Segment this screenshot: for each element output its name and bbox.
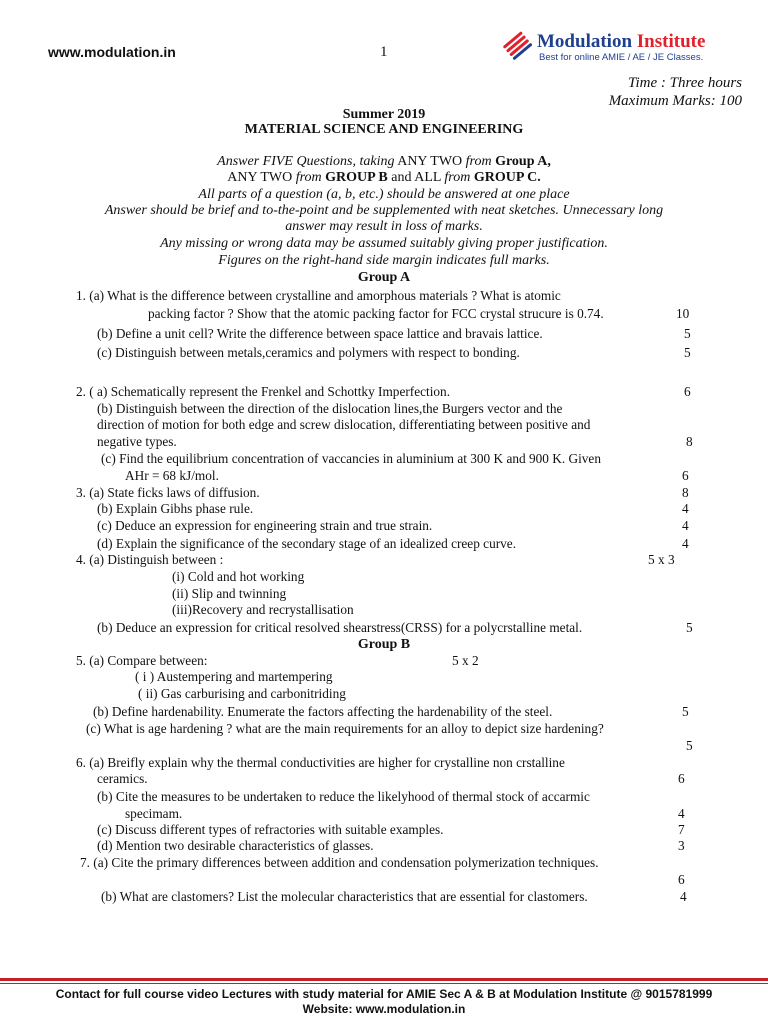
q4a-iii: (iii)Recovery and recrystallisation [172,602,354,617]
q3a: 3. (a) State ficks laws of diffusion. [76,485,260,500]
instruction-line-2: ANY TWO from GROUP B and ALL from GROUP C. [227,170,541,185]
q6a-line2: ceramics. [97,771,148,786]
q6d: (d) Mention two desirable characteristics of glasses. [97,838,374,853]
q2a: 2. ( a) Schematically represent the Frenkel and Schottky Imperfection. [76,384,451,399]
modulation-logo-icon [502,30,532,60]
q2c-line2: AHr = 68 kJ/mol. [125,468,219,483]
q3c: (c) Deduce an expression for engineering strain and true strain. [97,518,433,533]
exam-session: Summer 2019 [342,107,426,122]
q4b: (b) Deduce an expression for critical resolved shearstress(CRSS) for a polycrstalline metal. [97,620,583,635]
q1c: (c) Distinguish between metals,ceramics and polymers with respect to bonding. [97,345,520,360]
q6b-line2: specimam. [125,806,183,821]
q2b-line1: (b) Distinguish between the direction of the dislocation lines,the Burgers vector and the [97,401,563,416]
q5a: 5. (a) Compare between: [76,653,208,668]
q5b-marks: 5 [682,704,689,719]
q2b-marks: 8 [686,434,693,449]
q7b: (b) What are clastomers? List the molecular characteristics that are essential for clastomers. [101,889,588,904]
brand-name [537,31,705,53]
q4a-i: (i) Cold and hot working [172,569,305,584]
q5c-marks: 5 [686,738,693,753]
instruction-line-3: All parts of a question (a, b, etc.) should be answered at one place [198,187,570,202]
brand-tagline: Best for online AMIE / AE / JE Classes. [539,52,704,63]
q3b: (b) Explain Gibhs phase rule. [97,501,254,516]
q3a-marks: 8 [682,485,689,500]
q7a-marks: 6 [678,872,685,887]
footer-website: Website: www.modulation.in [302,1002,466,1016]
group-a-heading: Group A [357,270,411,285]
q6c: (c) Discuss different types of refractories with suitable examples. [97,822,444,837]
q4a-ii: (ii) Slip and twinning [172,586,287,601]
exam-subject: MATERIAL SCIENCE AND ENGINEERING [244,122,524,137]
q2c-line1: (c) Find the equilibrium concentration of vaccancies in aluminium at 300 K and 900 K. Given [101,451,601,466]
q7a: 7. (a) Cite the primary differences between addition and condensation polymerization techniques. [80,855,599,870]
instruction-line-5: answer may result in loss of marks. [285,219,483,234]
footer-rule-thin [0,983,768,984]
q5a-marks: 5 x 2 [452,653,479,668]
q1b-marks: 5 [684,326,691,341]
instruction-line-1: Answer FIVE Questions, taking ANY TWO from Group A, [217,154,551,169]
q5a-ii: ( ii) Gas carburising and carbonitriding [138,686,346,701]
exam-max-marks: Maximum Marks: 100 [608,93,742,109]
q2c-marks: 6 [682,468,689,483]
q1c-marks: 5 [684,345,691,360]
q3c-marks: 4 [682,518,689,533]
page-number: 1 [380,44,388,60]
website-url: www.modulation.in [48,44,176,60]
q5a-i: ( i ) Austempering and martempering [135,669,333,684]
q1a-line1: 1. (a) What is the difference between crystalline and amorphous materials ? What is atomic [76,288,561,303]
q2b-line3: negative types. [97,434,177,449]
exam-time: Time : Three hours [627,75,742,91]
instruction-line-6: Any missing or wrong data may be assumed suitably giving proper justification. [160,236,608,251]
q6a-marks: 6 [678,771,685,786]
instruction-line-4: Answer should be brief and to-the-point and be supplemented with neat sketches. Unnecessary long [104,203,664,218]
q1a-line2: packing factor ? Show that the atomic packing factor for FCC crystal strucure is 0.74. [148,306,604,321]
brand-name-part1: Modulation [537,31,633,52]
q5c: (c) What is age hardening ? what are the main requirements for an alloy to depict size hardening? [86,721,604,736]
q2b-line2: direction of motion for both edge and screw dislocation, differentiating between positive and [97,417,591,432]
q6d-marks: 3 [678,838,685,853]
q4a-marks: 5 x 3 [648,552,675,567]
q3d-marks: 4 [682,536,689,551]
footer-rule-thick [0,978,768,981]
q3b-marks: 4 [682,501,689,516]
q5b: (b) Define hardenability. Enumerate the factors affecting the hardenability of the steel. [93,704,553,719]
brand-name-part2: Institute [636,31,706,52]
q6a-line1: 6. (a) Breifly explain why the thermal conductivities are higher for crystalline non crstalline [76,755,565,770]
q1b: (b) Define a unit cell? Write the difference between space lattice and bravais lattice. [97,326,543,341]
footer-contact: Contact for full course video Lectures with study material for AMIE Sec A & B at Modulation Institute @ 9015781999 [55,987,713,1001]
q1a-marks: 10 [676,306,690,321]
q2a-marks: 6 [684,384,691,399]
q7b-marks: 4 [680,889,687,904]
q6c-marks: 7 [678,822,685,837]
q6b-line1: (b) Cite the measures to be undertaken to reduce the likelyhood of thermal stock of accarmic [97,789,590,804]
instruction-line-7: Figures on the right-hand side margin indicates full marks. [218,253,550,268]
q3d: (d) Explain the significance of the secondary stage of an idealized creep curve. [97,536,517,551]
q4b-marks: 5 [686,620,693,635]
q4a: 4. (a) Distinguish between : [76,552,224,567]
q6b-marks: 4 [678,806,685,821]
group-b-heading: Group B [357,637,411,652]
